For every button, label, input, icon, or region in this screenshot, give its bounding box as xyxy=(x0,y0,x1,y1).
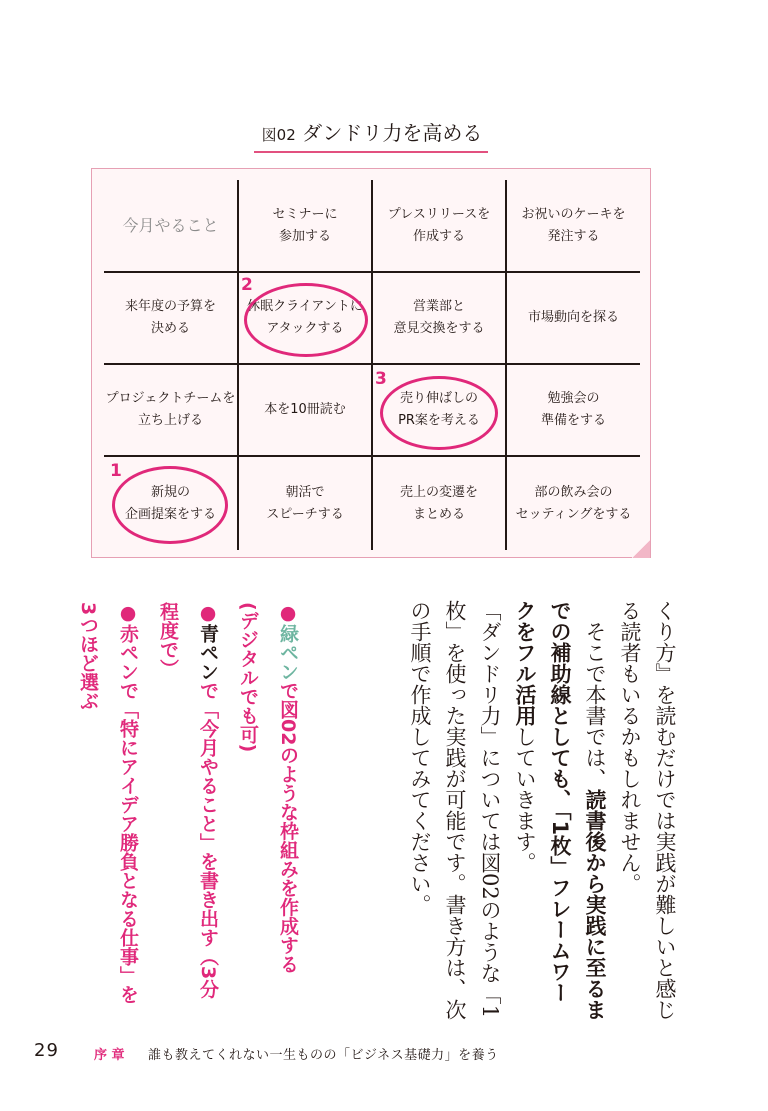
paragraph-2-tail: していきます。 xyxy=(513,726,537,873)
grid-cell: 市場動向を探る xyxy=(527,310,619,325)
grid-cell: プロジェクトチームを 立ち上げる xyxy=(105,391,236,428)
figure-title xyxy=(256,118,488,154)
grid-cell: プレスリリースを 作成する xyxy=(387,206,491,244)
grid-cell: 売上の変遷を まとめる xyxy=(399,484,478,522)
grid-cell: 営業部と 意見交換をする xyxy=(393,299,485,336)
circle-mark-1 xyxy=(112,466,228,544)
circle-mark-3 xyxy=(380,376,498,450)
figure-number: 図02 xyxy=(261,126,296,144)
page-number: 29 xyxy=(34,1040,59,1061)
task-grid xyxy=(104,180,640,550)
steps-list xyxy=(68,602,308,1012)
step-2-pen: 青ペン xyxy=(197,624,219,681)
chapter-label: 序 章 xyxy=(94,1048,125,1063)
bullet-icon: ● xyxy=(197,602,219,624)
bullet-icon: ● xyxy=(277,602,299,624)
step-1-text: で図02のような枠組みを作成する xyxy=(277,681,299,974)
grid-cell: 新規の 企画提案をする xyxy=(124,484,216,522)
circle-mark-2 xyxy=(244,283,368,357)
grid-cell: 部の飲み会の セッティングをする xyxy=(515,484,632,522)
step-2-text: で「今月やること」を書き出す（3分程度で） xyxy=(157,602,219,999)
paragraph-1: くり方』を読むだけでは実践が難しいと感じる読者もいるかもしれません。 xyxy=(618,600,677,1020)
paragraph-2-lead: そこで本書では、 xyxy=(583,621,607,789)
paragraph-3: 「ダンドリ力」については図02のような「1枚」を使った実践が可能です。書き方は、次の手順で作成してみてください。 xyxy=(408,600,502,1020)
paragraph-2-emphasis: 読書後から実践に至るまでの補助線としても、「1枚」フレームワークをフル活用 xyxy=(513,600,607,1020)
step-3-text: で「特にアイデア勝負となる仕事」を3つほど選ぶ xyxy=(77,602,139,1004)
step-3-pen: 赤ペン xyxy=(117,624,139,681)
figure-title-text: ダンドリ力を高める xyxy=(302,121,483,145)
bullet-icon: ● xyxy=(117,602,139,624)
grid-cell: 来年度の予算を 決める xyxy=(124,299,216,336)
running-title: 誰も教えてくれない一生ものの「ビジネス基礎力」を養う xyxy=(148,1048,499,1063)
grid-cell: 休眠クライアントに アタックする xyxy=(247,299,363,336)
grid-cell: セミナーに 参加する xyxy=(272,206,338,244)
grid-cell: 売り伸ばしの PR案を考える xyxy=(398,391,480,428)
grid-cell: 朝活で スピーチする xyxy=(266,484,344,522)
body-text xyxy=(402,600,682,1020)
grid-cell: 本を10冊読む xyxy=(264,402,346,417)
grid-cell-header: 今月やること xyxy=(122,215,219,235)
step-2 xyxy=(148,602,228,1012)
grid-cell: 勉強会の 準備をする xyxy=(540,391,606,428)
page-footer xyxy=(0,1040,768,1070)
circle-number-2: 2 xyxy=(241,275,253,295)
step-1-pen: 緑ペン xyxy=(277,624,299,681)
step-1 xyxy=(268,602,308,1012)
step-1-note: (デジタルでも可) xyxy=(237,602,259,753)
grid-cell: お祝いのケーキを 発注する xyxy=(521,206,626,244)
circle-number-3: 3 xyxy=(375,369,387,389)
paragraph-2 xyxy=(507,600,612,1020)
step-3 xyxy=(68,602,148,1012)
figure-title-underline xyxy=(254,151,488,153)
circle-number-1: 1 xyxy=(110,461,122,481)
